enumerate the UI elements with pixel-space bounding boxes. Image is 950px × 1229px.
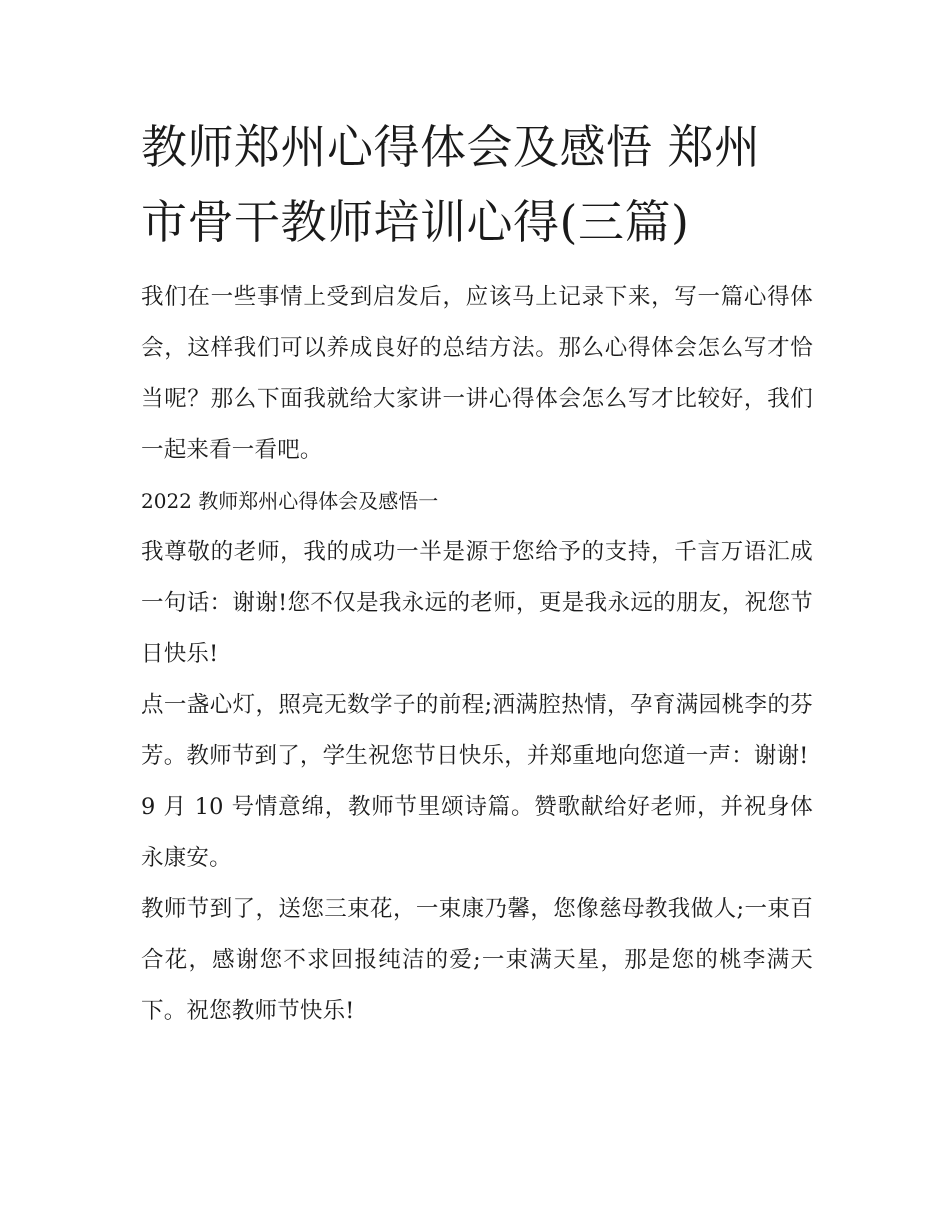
document-title: 教师郑州心得体会及感悟 郑州 市骨干教师培训心得(三篇) <box>141 120 761 249</box>
body-paragraph: 9 月 10 号情意绵，教师节里颂诗篇。赞歌献给好老师，并祝身体永康安。 <box>141 794 813 871</box>
body-paragraph: 我尊敬的老师，我的成功一半是源于您给予的支持，千言万语汇成一句话：谢谢!您不仅是我永远的老师，更是我永远的朋友，祝您节日快乐! <box>141 539 813 667</box>
intro-paragraph: 我们在一些事情上受到启发后，应该马上记录下来，写一篇心得体会，这样我们可以养成良好的总结方法。那么心得体会怎么写才恰当呢？那么下面我就给大家讲一讲心得体会怎么写才比较好，我们一起来看一看吧。 <box>141 284 813 463</box>
section-heading: 2022 教师郑州心得体会及感悟一 <box>141 489 439 513</box>
body-paragraph: 教师节到了，送您三束花，一束康乃馨，您像慈母教我做人;一束百合花，感谢您不求回报纯洁的爱;一束满天星，那是您的桃李满天下。祝您教师节快乐! <box>141 896 813 1024</box>
body-paragraph: 点一盏心灯，照亮无数学子的前程;洒满腔热情，孕育满园桃李的芬芳。教师节到了，学生祝您节日快乐，并郑重地向您道一声：谢谢! <box>141 692 813 769</box>
document-content <box>141 110 813 1037</box>
